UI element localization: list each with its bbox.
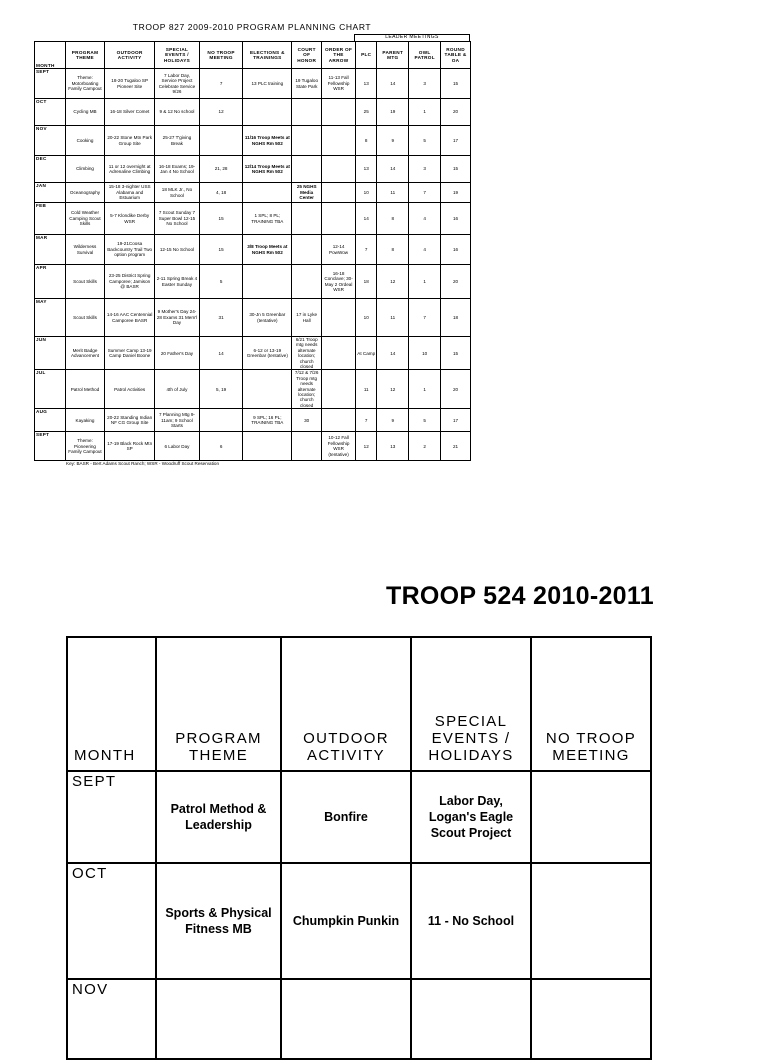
month-cell: NOV: [67, 979, 156, 1059]
table-cell: 20-22 Stone Mtn Park Group Site: [105, 126, 155, 156]
table-cell: [322, 183, 356, 203]
month-cell: SEPT: [67, 771, 156, 863]
table-cell: Merit Badge Advancement: [65, 337, 104, 370]
table-cell: 1: [409, 370, 441, 409]
table-row: [35, 370, 471, 409]
table-cell: 12: [377, 265, 409, 299]
column-header: OWL PATROL: [409, 42, 441, 69]
table-cell: 21, 28: [199, 156, 243, 183]
column-header: OUTDOOR ACTIVITY: [281, 637, 411, 771]
table-cell: 9: [377, 409, 409, 432]
table-cell: [411, 979, 531, 1059]
table-cell: 13: [377, 432, 409, 461]
table-cell: 2: [409, 432, 441, 461]
table-cell: 19: [441, 183, 471, 203]
table-cell: 16: [441, 203, 471, 235]
month-cell: AUG: [35, 409, 66, 432]
table-cell: 20: [441, 99, 471, 126]
column-header: PARENT MTG: [377, 42, 409, 69]
table-cell: 9 SPL; 16 PL; TRAINING TBA: [243, 409, 292, 432]
table-cell: 15: [199, 235, 243, 265]
table-cell: 10: [409, 337, 441, 370]
month-cell: FEB: [35, 203, 66, 235]
table-cell: 11/16 Troop Meets at NGHS Rm 502: [243, 126, 292, 156]
month-cell: DEC: [35, 156, 66, 183]
table-row: [35, 432, 471, 461]
table-cell: 14: [377, 69, 409, 99]
table-cell: 5: [409, 409, 441, 432]
table-cell: [322, 299, 356, 337]
column-header: SPECIAL EVENTS / HOLIDAYS: [155, 42, 200, 69]
table-cell: 4: [409, 203, 441, 235]
column-header: COURT OF HONOR: [292, 42, 322, 69]
table-row: [35, 203, 471, 235]
table-cell: Oceanography: [65, 183, 104, 203]
table-cell: 7 Planning Mtg 9-11am; 9 School Starts: [155, 409, 200, 432]
month-cell: MAY: [35, 299, 66, 337]
table-cell: 7: [356, 409, 377, 432]
table-cell: [322, 203, 356, 235]
table-cell: [531, 771, 651, 863]
table-cell: 1: [409, 99, 441, 126]
table-cell: 18: [441, 299, 471, 337]
table-cell: [322, 156, 356, 183]
table-cell: [292, 156, 322, 183]
table-cell: 9: [377, 126, 409, 156]
month-cell: JAN: [35, 183, 66, 203]
table-cell: 21: [441, 432, 471, 461]
table-cell: 11-13 Fall Fellowship WSR: [322, 69, 356, 99]
table-cell: [322, 337, 356, 370]
table-cell: 10: [356, 299, 377, 337]
table-cell: 4, 18: [199, 183, 243, 203]
table-header-row: [35, 42, 471, 69]
table-row: [35, 265, 471, 299]
table-cell: [281, 979, 411, 1059]
table-cell: Cold Weather Camping Scout Skills: [65, 203, 104, 235]
table-cell: 3: [409, 156, 441, 183]
table-cell: Climbing: [65, 156, 104, 183]
table-cell: 12: [356, 432, 377, 461]
table-cell: 7 Scout Sunday 7 Super Bowl 12-15 No School: [155, 203, 200, 235]
table-cell: 16-18 Exams; 19-Jan 4 No School: [155, 156, 200, 183]
table-cell: 10: [356, 183, 377, 203]
table-cell: Scout Skills: [65, 299, 104, 337]
table-cell: 11 or 12 overnight at Adrenaline Climbing: [105, 156, 155, 183]
month-cell: SEPT: [35, 69, 66, 99]
table-cell: [243, 432, 292, 461]
table-header-row: [67, 637, 651, 771]
table-cell: [156, 979, 281, 1059]
table-cell: Patrol Method & Leadership: [156, 771, 281, 863]
column-header: MONTH: [67, 637, 156, 771]
table-cell: 5: [199, 265, 243, 299]
table-cell: [322, 126, 356, 156]
table-cell: 7 Labor Day, Service Project Celebrate Service 9/26: [155, 69, 200, 99]
table-row: [35, 299, 471, 337]
column-header: SPECIAL EVENTS / HOLIDAYS: [411, 637, 531, 771]
column-header: OUTDOOR ACTIVITY: [105, 42, 155, 69]
table-cell: [292, 235, 322, 265]
table-cell: 15-18 3-nighter USS Alabama and Estuarium: [105, 183, 155, 203]
month-cell: JUL: [35, 370, 66, 409]
table-cell: 25: [356, 99, 377, 126]
column-header: PROGRAM THEME: [156, 637, 281, 771]
table-cell: 20 Father's Day: [155, 337, 200, 370]
table-cell: 2-11 Spring Break 4 Easter Sunday: [155, 265, 200, 299]
table-cell: 17: [441, 409, 471, 432]
table-cell: 5-7 Klondike Derby WSR: [105, 203, 155, 235]
table-cell: Cycling MB: [65, 99, 104, 126]
table-cell: 17 in Lyke Hall: [292, 299, 322, 337]
table-cell: [292, 432, 322, 461]
table-cell: 14: [356, 203, 377, 235]
table-cell: [322, 99, 356, 126]
chart1-title: TROOP 827 2009-2010 PROGRAM PLANNING CHART: [132, 22, 372, 32]
table-cell: 18-20 Tugaloo SP Pioneer Site: [105, 69, 155, 99]
table-cell: Theme: Pioneering Family Campout: [65, 432, 104, 461]
table-cell: 7: [356, 235, 377, 265]
table-cell: 10-12 Fall Fellowship WSR (tentative): [322, 432, 356, 461]
table-cell: 8: [377, 203, 409, 235]
table-cell: 6/21 Troop mtg needs alternate location; church closed: [292, 337, 322, 370]
column-header: MONTH: [35, 42, 66, 69]
table-cell: 30: [292, 409, 322, 432]
table-cell: 12-14 PowWow: [322, 235, 356, 265]
table-cell: 16: [441, 235, 471, 265]
table-cell: 6-12 or 13-19 Greenbar (tentative): [243, 337, 292, 370]
table-cell: 25 NGHS Media Center: [292, 183, 322, 203]
table-cell: 18: [356, 265, 377, 299]
table-cell: 14: [377, 337, 409, 370]
chart1-key: Key: BASR - Bert Adams Scout Ranch; WSR - Woodruff Scout Reservation: [66, 461, 220, 466]
table-cell: [199, 126, 243, 156]
table-cell: 15: [199, 203, 243, 235]
table-row: [35, 99, 471, 126]
table-cell: 18 MLK Jr., No School: [155, 183, 200, 203]
table-cell: 3: [409, 69, 441, 99]
table-cell: 12-15 No School: [155, 235, 200, 265]
month-cell: NOV: [35, 126, 66, 156]
table-cell: [243, 99, 292, 126]
table-cell: 17: [441, 126, 471, 156]
table-cell: 19: [377, 99, 409, 126]
table-cell: 9 & 12 No school: [155, 99, 200, 126]
table-row: [35, 156, 471, 183]
table-cell: 3/8 Troop Meets at NGHS Rm 502: [243, 235, 292, 265]
table-cell: Cooking: [65, 126, 104, 156]
table-cell: 16-18 Silver Comet: [105, 99, 155, 126]
table-cell: 25-27 T'giving Break: [155, 126, 200, 156]
chart2-title: TROOP 524 2010-2011: [386, 582, 654, 610]
table-cell: [322, 409, 356, 432]
table-cell: Chumpkin Punkin: [281, 863, 411, 979]
table-cell: Scout Skills: [65, 265, 104, 299]
table-row: [35, 183, 471, 203]
table-cell: 11: [377, 183, 409, 203]
table-cell: 11: [377, 299, 409, 337]
table-cell: 17-19 Black Rock Mtn SP: [105, 432, 155, 461]
table-cell: 11: [356, 370, 377, 409]
table-cell: 8: [356, 126, 377, 156]
table-cell: 12: [199, 99, 243, 126]
troop-827-planning-table: [34, 41, 471, 461]
table-cell: [199, 409, 243, 432]
table-row: [67, 771, 651, 863]
table-cell: 13 PLC training: [243, 69, 292, 99]
table-cell: 13: [356, 69, 377, 99]
table-cell: 12: [377, 370, 409, 409]
table-cell: [322, 370, 356, 409]
table-cell: [292, 203, 322, 235]
table-cell: 4: [409, 235, 441, 265]
table-cell: 30-Jn 5 Greenbar (tentative): [243, 299, 292, 337]
table-cell: 31: [199, 299, 243, 337]
table-cell: 1: [409, 265, 441, 299]
table-cell: 19 Tugaloo State Park: [292, 69, 322, 99]
month-cell: OCT: [67, 863, 156, 979]
column-header: ELECTIONS & TRAININGS: [243, 42, 292, 69]
table-row: [35, 337, 471, 370]
table-cell: 7: [409, 183, 441, 203]
table-row: [35, 235, 471, 265]
table-cell: 5, 19: [199, 370, 243, 409]
table-cell: At Camp: [356, 337, 377, 370]
table-cell: Kayaking: [65, 409, 104, 432]
table-cell: 14-16 AAC Centennial Camporee BASR: [105, 299, 155, 337]
table-cell: [243, 265, 292, 299]
table-cell: [292, 99, 322, 126]
leader-meetings-header: LEADER MEETINGS: [354, 34, 470, 41]
column-header: NO TROOP MEETING: [199, 42, 243, 69]
table-cell: 6 Labor Day: [155, 432, 200, 461]
table-row: [35, 126, 471, 156]
table-cell: 6: [199, 432, 243, 461]
table-cell: [243, 183, 292, 203]
table-cell: 20: [441, 370, 471, 409]
column-header: PROGRAM THEME: [65, 42, 104, 69]
table-cell: 14: [377, 156, 409, 183]
table-cell: 8: [377, 235, 409, 265]
table-cell: 7/12 & 7/26 Troop mtg needs alternate location; church closed: [292, 370, 322, 409]
table-cell: 15: [441, 69, 471, 99]
table-cell: 19-21Coosa Backcountry Trail Two option program: [105, 235, 155, 265]
table-row: [35, 69, 471, 99]
column-header: PLC: [356, 42, 377, 69]
column-header: NO TROOP MEETING: [531, 637, 651, 771]
table-cell: 20-22 Standing Indian NF CG Group Site: [105, 409, 155, 432]
table-cell: 11 - No School: [411, 863, 531, 979]
table-cell: 16-18 Conclave; 30-May 2 Ordeal WSR: [322, 265, 356, 299]
table-cell: 23-25 District Spring Camporee; Jamison @ BASR: [105, 265, 155, 299]
column-header: ORDER OF THE ARROW: [322, 42, 356, 69]
table-cell: 14: [199, 337, 243, 370]
table-cell: Patrol Method: [65, 370, 104, 409]
table-cell: 13: [356, 156, 377, 183]
table-cell: 15: [441, 337, 471, 370]
table-cell: 4th of July: [155, 370, 200, 409]
table-cell: 5: [409, 126, 441, 156]
table-row: [35, 409, 471, 432]
month-cell: SEPT: [35, 432, 66, 461]
table-cell: 9 Mother's Day 24-28 Exams 31 Mem'l Day: [155, 299, 200, 337]
table-cell: 20: [441, 265, 471, 299]
table-cell: 7: [199, 69, 243, 99]
table-cell: 15: [441, 156, 471, 183]
table-cell: Labor Day, Logan's Eagle Scout Project: [411, 771, 531, 863]
table-cell: Summer Camp 13-19 Camp Daniel Boone: [105, 337, 155, 370]
column-header: ROUND TABLE & OA: [441, 42, 471, 69]
table-row: [67, 863, 651, 979]
table-cell: [292, 126, 322, 156]
table-cell: 12/14 Troop Meets at NGHS Rm 502: [243, 156, 292, 183]
table-row: [67, 979, 651, 1059]
table-cell: Theme: Motorboating Family Campout: [65, 69, 104, 99]
month-cell: JUN: [35, 337, 66, 370]
table-cell: Bonfire: [281, 771, 411, 863]
table-cell: 7: [409, 299, 441, 337]
month-cell: MAR: [35, 235, 66, 265]
month-cell: OCT: [35, 99, 66, 126]
table-cell: Wilderness Survival: [65, 235, 104, 265]
table-cell: 1 SPL; 8 PL; TRAINING TBA: [243, 203, 292, 235]
troop-524-planning-table: [66, 636, 652, 1060]
table-cell: [531, 863, 651, 979]
table-cell: Patrol Activities: [105, 370, 155, 409]
month-cell: APR: [35, 265, 66, 299]
table-cell: [531, 979, 651, 1059]
table-cell: Sports & Physical Fitness MB: [156, 863, 281, 979]
table-cell: [292, 265, 322, 299]
table-cell: [243, 370, 292, 409]
